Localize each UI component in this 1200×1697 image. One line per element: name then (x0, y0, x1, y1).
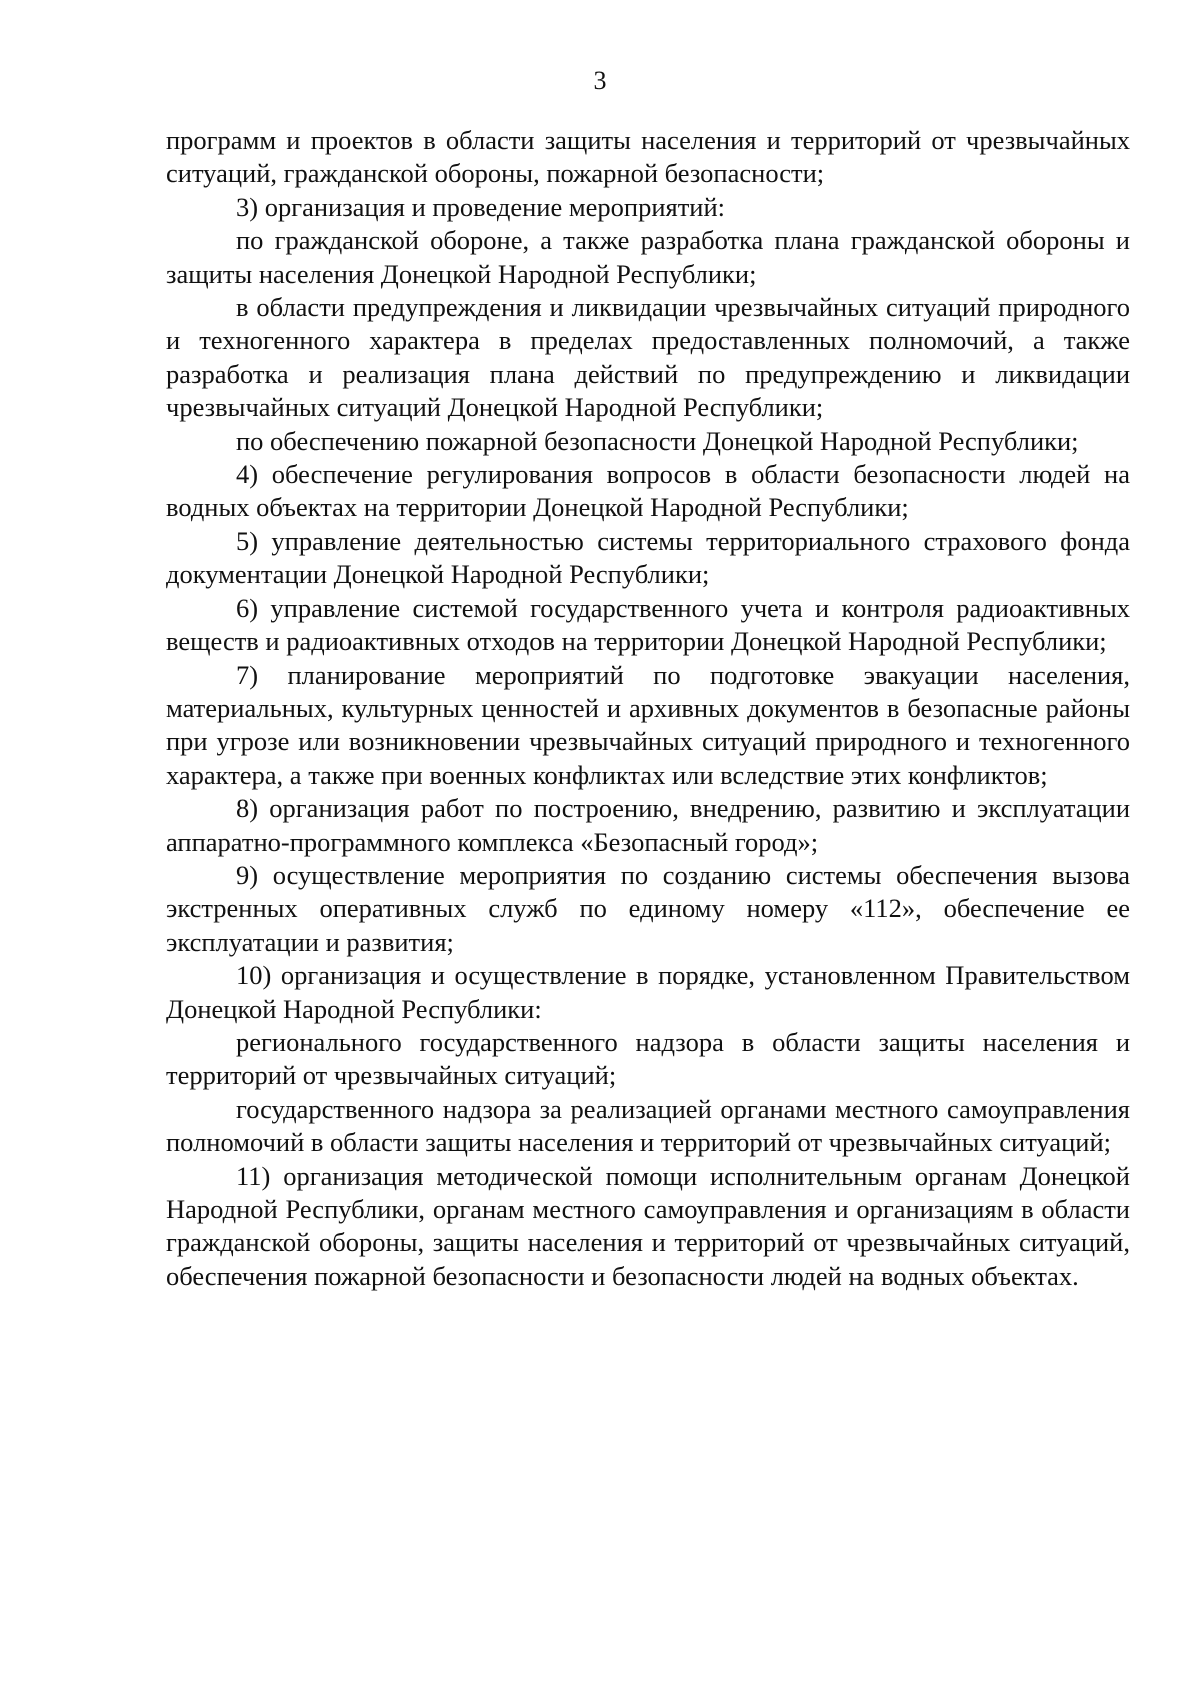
paragraph-continuation: программ и проектов в области защиты населения и территорий от чрезвычайных ситуаций, гражданской обороны, пожарной безопасности; (166, 125, 1130, 189)
paragraph-item-3: 3) организация и проведение мероприятий: (236, 191, 725, 222)
paragraph-item-11: 11) организация методической помощи исполнительным органам Донецкой Народной Республики, органам местного самоуправления и организациям в области гражданской обороны, защиты населения и территорий от чрезвычайных ситуаций, обеспечения пожарной безопасности и безопасности людей на водных объектах. (166, 1160, 1130, 1291)
paragraph-fire-safety: по обеспечению пожарной безопасности Донецкой Народной Республики; (236, 425, 1079, 456)
page-number: 3 (593, 66, 607, 95)
paragraph-item-7: 7) планирование мероприятий по подготовке эвакуации населения, материальных, культурных ценностей и архивных документов в безопасные районы при угрозе или возникновении чрезвычайных ситуаций природного и техногенного характера, а также при военных конфликтах или вследствие этих конфликтов; (166, 659, 1130, 790)
paragraph-item-8: 8) организация работ по построению, внедрению, развитию и эксплуатации аппаратно-программного комплекса «Безопасный город»; (166, 793, 1130, 857)
paragraph-item-6: 6) управление системой государственного учета и контроля радиоактивных веществ и радиоактивных отходов на территории Донецкой Народной Республики; (166, 592, 1130, 657)
paragraph-item-9: 9) осуществление мероприятия по созданию системы обеспечения вызова экстренных оперативных служб по единому номеру «112», обеспечение ее эксплуатации и развития; (166, 859, 1130, 957)
paragraph-item-5: 5) управление деятельностью системы территориального страхового фонда документации Донецкой Народной Республики; (166, 525, 1130, 590)
paragraph-state-supervision: государственного надзора за реализацией органами местного самоуправления полномочий в области защиты населения и территорий от чрезвычайных ситуаций; (166, 1093, 1130, 1158)
paragraph-regional-supervision: регионального государственного надзора в области защиты населения и территорий от чрезвычайных ситуаций; (166, 1026, 1130, 1091)
paragraph-emergency-prevention: в области предупреждения и ликвидации чрезвычайных ситуаций природного и техногенного характера в пределах предоставленных полномочий, а также разработка и реализация плана действий по предупреждению и ликвидации чрезвычайных ситуаций Донецкой Народной Республики; (166, 292, 1130, 423)
document-body (166, 124, 1130, 1293)
paragraph-item-4: 4) обеспечение регулирования вопросов в области безопасности людей на водных объектах на территории Донецкой Народной Республики; (166, 459, 1130, 523)
paragraph-civil-defense: по гражданской обороне, а также разработка плана гражданской обороны и защиты населения Донецкой Народной Республики; (166, 225, 1130, 289)
paragraph-item-10: 10) организация и осуществление в порядке, установленном Правительством Донецкой Народной Республики: (166, 960, 1130, 1024)
